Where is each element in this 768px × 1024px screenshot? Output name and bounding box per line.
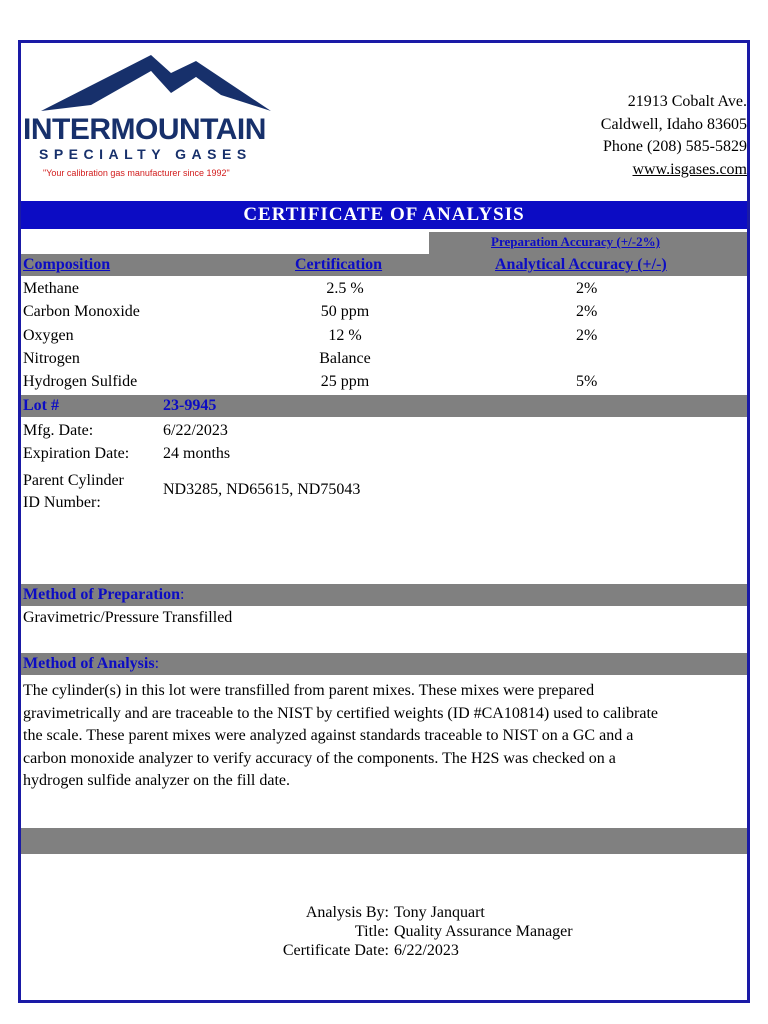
analysis-line: carbon monoxide analyzer to verify accuracy of the components. The H2S was checked on a — [23, 749, 616, 767]
certification-header: Certification — [295, 256, 383, 273]
analysis-line: The cylinder(s) in this lot were transfilled from parent mixes. These mixes were prepared — [23, 682, 595, 699]
component-name: Methane — [23, 280, 79, 297]
address-street: 21913 Cobalt Ave. — [627, 93, 747, 110]
analysis-line: gravimetrically and are traceable to the NIST by certified weights (ID #CA10814) used to calibrate — [23, 704, 659, 722]
preparation-label: Method of Preparation — [23, 586, 181, 603]
certificate-date-label: Certificate Date: — [282, 942, 389, 959]
certificate-frame — [18, 40, 750, 1003]
website-link[interactable]: www.isgases.com — [632, 160, 747, 178]
accuracy-value: 2% — [576, 280, 598, 297]
mountain-logo-icon — [21, 43, 311, 118]
parent-cylinder-label-line2: ID Number: — [23, 494, 101, 511]
lot-number: 23-9945 — [163, 397, 217, 414]
composition-header: Composition — [23, 256, 111, 273]
logo-tagline: "Your calibration gas manufacturer since 1992" — [43, 168, 230, 178]
preparation-heading — [23, 586, 184, 604]
analysis-by-value: Tony Janquart — [394, 904, 485, 921]
parent-cylinder-label-line1: Parent Cylinder — [23, 472, 124, 489]
certification-value: 2.5 % — [326, 280, 364, 297]
mfg-date-value: 6/22/2023 — [163, 422, 228, 439]
expiration-label: Expiration Date: — [23, 445, 130, 462]
certification-value: 12 % — [328, 327, 362, 344]
component-name: Nitrogen — [23, 350, 80, 367]
prep-accuracy-header: Preparation Accuracy (+/-2%) — [491, 234, 660, 249]
analysis-line: hydrogen sulfide analyzer on the fill date. — [23, 772, 291, 789]
accuracy-value: 5% — [576, 373, 598, 390]
mfg-date-label: Mfg. Date: — [23, 422, 94, 439]
certificate-title: CERTIFICATE OF ANALYSIS — [21, 201, 747, 229]
expiration-value: 24 months — [163, 445, 231, 462]
title-label: Title: — [354, 923, 389, 940]
signature-labels — [221, 903, 389, 960]
preparation-value: Gravimetric/Pressure Transfilled — [23, 609, 233, 626]
certification-value: Balance — [319, 350, 371, 367]
lot-bar — [21, 395, 747, 417]
preparation-colon: : — [180, 586, 185, 603]
logo-name: INTERMOUNTAIN — [23, 113, 266, 146]
company-logo — [21, 43, 311, 193]
component-name: Hydrogen Sulfide — [23, 373, 138, 390]
component-name: Oxygen — [23, 327, 74, 344]
analysis-colon: : — [154, 655, 160, 672]
lot-label: Lot # — [23, 397, 59, 414]
accuracy-value: 2% — [576, 327, 598, 344]
analysis-heading — [23, 655, 159, 673]
title-value: Quality Assurance Manager — [394, 923, 573, 940]
analysis-by-label: Analysis By: — [305, 904, 389, 921]
analytical-accuracy-header: Analytical Accuracy (+/-) — [495, 256, 667, 273]
parent-cylinder-label — [23, 470, 124, 514]
component-name: Carbon Monoxide — [23, 303, 140, 320]
certificate-date-value: 6/22/2023 — [394, 942, 459, 959]
logo-subtitle: SPECIALTY GASES — [39, 146, 252, 162]
certification-value: 50 ppm — [320, 303, 370, 320]
analysis-label: Method of Analysis — [23, 655, 155, 672]
signature-values — [394, 903, 573, 960]
address-city: Caldwell, Idaho 83605 — [600, 115, 747, 133]
address-phone: Phone (208) 585-5829 — [603, 138, 747, 155]
parent-cylinder-value: ND3285, ND65615, ND75043 — [163, 481, 361, 498]
company-address — [601, 91, 747, 181]
analysis-line: the scale. These parent mixes were analyzed against standards traceable to NIST on a GC and a — [23, 727, 634, 744]
footer-bar — [21, 828, 747, 854]
certification-value: 25 ppm — [320, 373, 370, 390]
accuracy-value: 2% — [576, 303, 598, 320]
analysis-description — [23, 680, 738, 793]
